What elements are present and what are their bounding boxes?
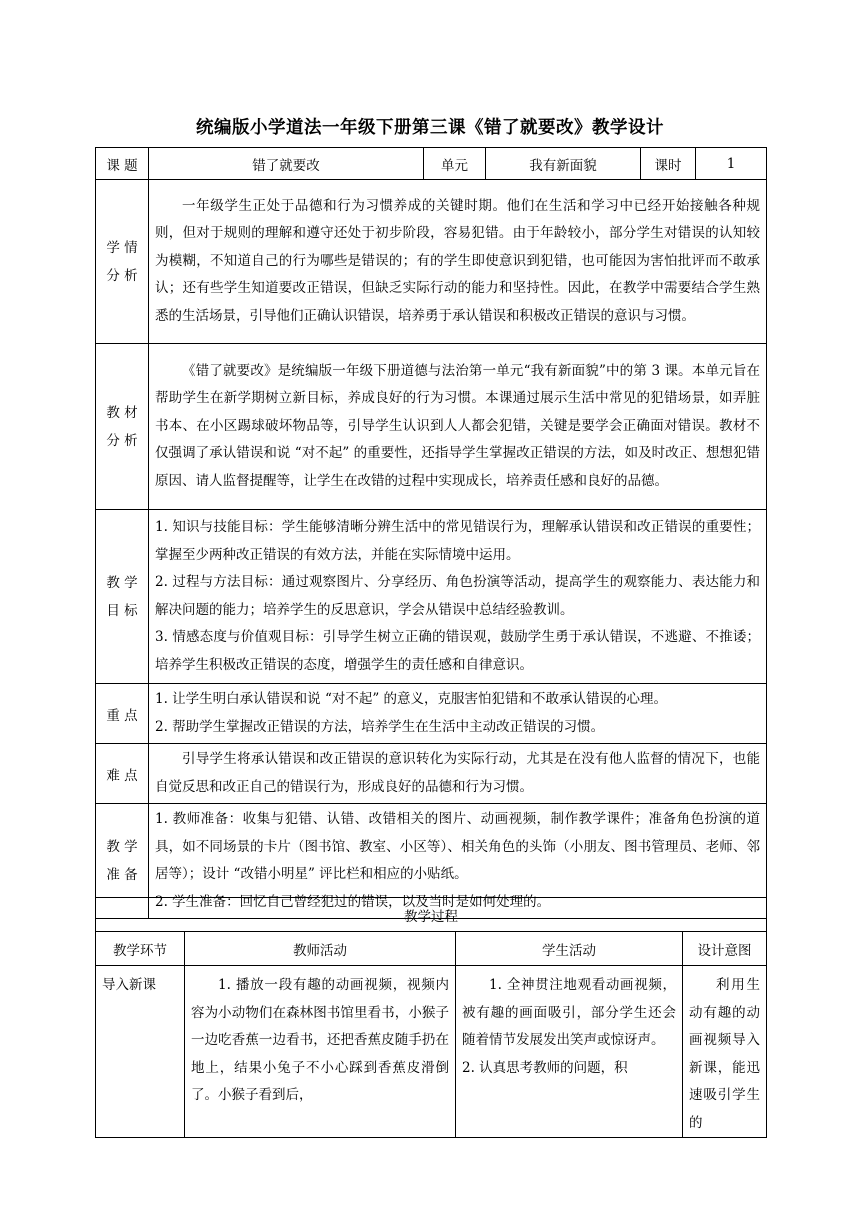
header-row [96,148,767,180]
column-header-intent: 设计意图 [683,932,767,966]
material-analysis-row [96,344,767,510]
key-point-item: 1. 让学生明白承认错误和说 “对不起” 的意义，克服害怕犯错和不敢承认错误的心理。 [155,691,668,707]
process-heading-row [96,898,767,932]
preparation-item: 2. 学生准备：回忆自己曾经犯过的错误，以及当时是如何处理的。 [155,893,551,910]
process-row [96,966,767,1138]
students-analysis-label: 学 情 分 析 [96,180,149,344]
lesson-plan-table [95,147,767,919]
hours-value: 1 [696,148,767,180]
key-points-label: 重 点 [96,684,149,744]
teaching-goals-list [149,510,767,684]
lesson-value: 错了就要改 [149,148,424,180]
column-header-stage: 教学环节 [96,932,185,966]
preparation-label: 教 学 准 备 [96,804,149,919]
key-points-row [96,684,767,744]
unit-label: 单元 [424,148,486,180]
process-column-header-row [96,932,767,966]
teaching-process-table [95,897,767,1138]
students-analysis-text: 一年级学生正处于品德和行为习惯养成的关键时期。他们在生活和学习中已经开始接触各种规则，但对于规则的理解和遵守还处于初步阶段，容易犯错。由于年龄较小，部分学生对错误的认知较为模糊，不知道自己的行为哪些是错误的；有的学生即使意识到犯错，也可能因为害怕批评而不敢承认；还有些学生知道要改正错误，但缺乏实际行动的能力和坚持性。因此，在教学中需要结合学生熟悉的生活场景，引导他们正确认识错误，培养勇于承认错误和积极改正错误的意识与习惯。 [149,180,767,344]
process-student-activity: 1. 全神贯注地观看动画视频，被有趣的画面吸引，部分学生还会随着情节发展发出笑声或惊讶声。 2. 认真思考教师的问题，积 [456,966,683,1138]
teaching-goals-label: 教 学 目 标 [96,510,149,684]
difficulties-label: 难 点 [96,744,149,804]
preparation-item: 1. 教师准备：收集与犯错、认错、改错相关的图片、动画视频，制作教学课件；准备角色扮演的道具，如不同场景的卡片（图书馆、教室、小区等）、相关角色的头饰（小朋友、图书管理员、老师、邻居等）；设计 “改错小明星” 评比栏和相应的小贴纸。 [155,811,760,882]
process-stage: 导入新课 [96,966,185,1138]
teaching-goals-row [96,510,767,684]
column-header-teacher: 教师活动 [185,932,456,966]
process-teacher-activity: 1. 播放一段有趣的动画视频，视频内容为小动物们在森林图书馆里看书，小猴子一边吃香蕉一边看书，还把香蕉皮随手扔在地上，结果小兔子不小心踩到香蕉皮滑倒了。小猴子看到后， [185,966,456,1138]
material-analysis-label: 教 材 分 析 [96,344,149,510]
unit-value: 我有新面貌 [486,148,641,180]
goal-item: 1. 知识与技能目标：学生能够清晰分辨生活中的常见错误行为，理解承认错误和改正错误的重要性；掌握至少两种改正错误的有效方法，并能在实际情境中运用。 [155,519,760,563]
key-points-list [149,684,767,744]
lesson-label: 课 题 [96,148,149,180]
hours-label: 课时 [641,148,696,180]
students-analysis-row [96,180,767,344]
column-header-student: 学生活动 [456,932,683,966]
material-analysis-text: 《错了就要改》是统编版一年级下册道德与法治第一单元“我有新面貌”中的第 3 课。本单元旨在帮助学生在新学期树立新目标，养成良好的行为习惯。本课通过展示生活中常见的犯错场景，如弄脏书本、在小区踢球破坏物品等，引导学生认识到人人都会犯错，关键是要学会正确面对错误。教材不仅强调了承认错误和说 “对不起” 的重要性，还指导学生掌握改正错误的方法，如及时改正、想想犯错原因、请人监督提醒等，让学生在改错的过程中实现成长，培养责任感和良好的品德。 [149,344,767,510]
difficulties-row [96,744,767,804]
goal-item: 2. 过程与方法目标：通过观察图片、分享经历、角色扮演等活动，提高学生的观察能力、表达能力和解决问题的能力；培养学生的反思意识，学会从错误中总结经验教训。 [155,574,760,618]
document-title: 统编版小学道法一年级下册第三课《错了就要改》教学设计 [196,118,664,138]
difficulties-text: 引导学生将承认错误和改正错误的意识转化为实际行动，尤其是在没有他人监督的情况下，也能自觉反思和改正自己的错误行为，形成良好的品德和行为习惯。 [149,744,767,804]
process-heading: 教学过程 [96,898,767,932]
process-design-intent: 利用生动有趣的动画视频导入新课，能迅速吸引学生的 [683,966,767,1138]
key-point-item: 2. 帮助学生掌握改正错误的方法，培养学生在生活中主动改正错误的习惯。 [155,718,605,735]
goal-item: 3. 情感态度与价值观目标：引导学生树立正确的错误观，鼓励学生勇于承认错误，不逃避、不推诿；培养学生积极改正错误的态度，增强学生的责任感和自律意识。 [155,629,760,673]
